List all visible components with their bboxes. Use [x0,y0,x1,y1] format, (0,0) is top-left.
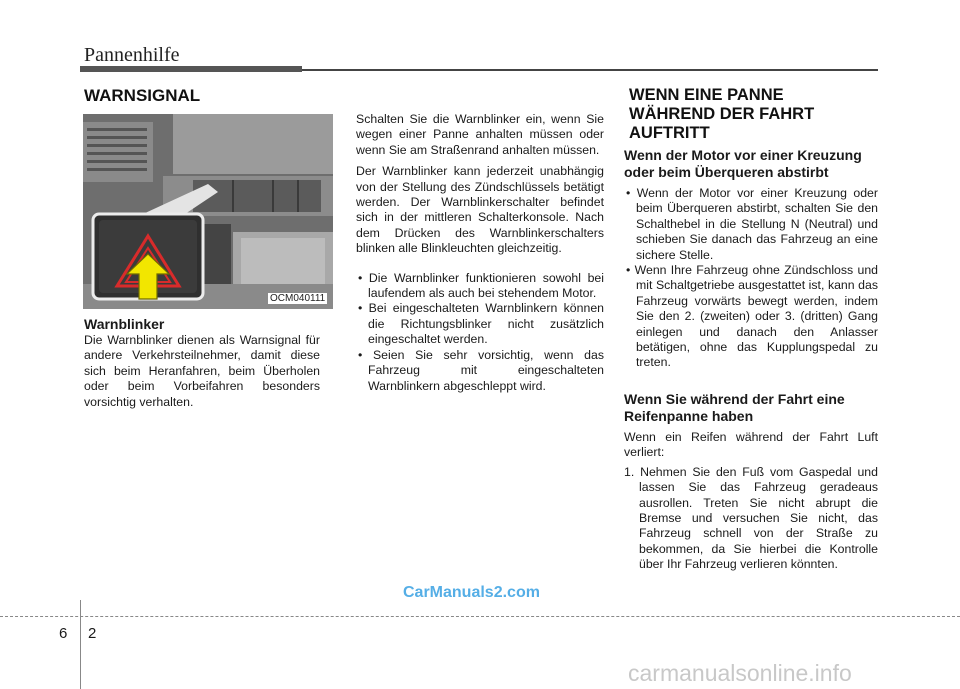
reifen-subheading-line: Reifenpanne haben [624,407,754,424]
warnsignal-column2 [356,112,604,394]
watermark-carmanualsonline: carmanualsonline.info [628,660,852,686]
list-item: • Wenn der Motor vor einer Kreuzung oder beim Überqueren abstirbt, schalten Sie den Schalthebel in die Stellung N (Neutral) und schieben Sie danach das Fahrzeug an eine sichere Stelle. [626,186,878,262]
panne-heading-line: WENN EINE PANNE [629,86,784,104]
hazard-switch-illustration [83,114,333,309]
warnblinker-paragraph: Die Warnblinker dienen als Warnsignal für andere Verkehrsteilnehmer, damit diese sich beim Heranfahren, beim Überholen oder beim Vorbeifahren besonders vorsichtig verhalten. [84,333,320,409]
footer-vertical-rule [80,600,81,689]
section-header: Pannenhilfe [84,44,180,66]
footer-dashed-rule [0,616,960,617]
panne-column3 [624,147,878,573]
list-item: • Seien Sie sehr vorsichtig, wenn das Fahrzeug mit eingeschalteten Warnblinkern abgeschleppt wird. [358,347,604,393]
motor-subheading-line: Wenn der Motor vor einer Kreuzung [624,147,862,163]
col2-paragraph-1: Schalten Sie die Warnblinker ein, wenn Sie wegen einer Panne anhalten müssen oder wenn Sie am Straßenrand anhalten müssen. [356,112,604,157]
reifen-subheading-line: Wenn Sie während der Fahrt eine [624,390,845,407]
motor-bullet-list [624,186,878,371]
page-number: 2 [88,625,97,642]
panne-heading-line: AUFTRITT [629,124,710,142]
panne-heading [629,86,879,143]
reifen-intro: Wenn ein Reifen während der Fahrt Luft verliert: [624,429,878,460]
warnblinker-subheading: Warnblinker [84,316,165,332]
motor-subheading-line: oder beim Überqueren abstirbt [624,164,829,180]
warnsignal-bullet-list [356,271,604,394]
list-item: • Bei eingeschalteten Warnblinkern können die Richtungsblinker nicht zusätzlich eingeschaltet werden. [358,301,604,347]
figure-label: OCM040111 [270,293,326,304]
list-item: • Die Warnblinker funktionieren sowohl bei laufendem als auch bei stehendem Motor. [358,270,604,301]
reifen-subheading [624,391,878,425]
watermark-carmanuals2: CarManuals2.com [403,584,540,601]
header-rule-thick [80,66,302,72]
page-section-number: 6 [59,625,68,642]
header-rule-thin [302,69,878,71]
motor-subheading [624,147,878,181]
reifen-numbered-list [624,465,878,573]
list-item: 1. Nehmen Sie den Fuß vom Gaspedal und lassen Sie das Fahrzeug geradeaus ausrollen. Treten Sie nicht abrupt die Bremse und versuchen Sie nicht, das Fahrzeug schnell von der Straße zu bekommen, da Sie hierbei die Kontrolle über Ihr Fahrzeug verlieren könnten. [624,464,878,572]
list-item: • Wenn Ihre Fahrzeug ohne Zündschloss und mit Schaltgetriebe ausgestattet ist, kann das Fahrzeug vorwärts bewegt werden, indem Sie den 2. (zweiten) oder 3. (dritten) Gang einlegen und danach den Anlasser betätigen, ohne das Kupplungspedal zu treten. [626,263,878,370]
col2-paragraph-2: Der Warnblinker kann jederzeit unabhängig von der Stellung des Zündschlüssels betätigt werden. Der Warnblinkerschalter befindet sich in der mittleren Schalterkonsole. Nach dem Drücken des Warnblinkerschalters blinken alle Blinkleuchten gleichzeitig. [356,164,604,256]
warnsignal-heading: WARNSIGNAL [84,86,201,105]
panne-heading-line: WÄHREND DER FAHRT [629,105,815,123]
